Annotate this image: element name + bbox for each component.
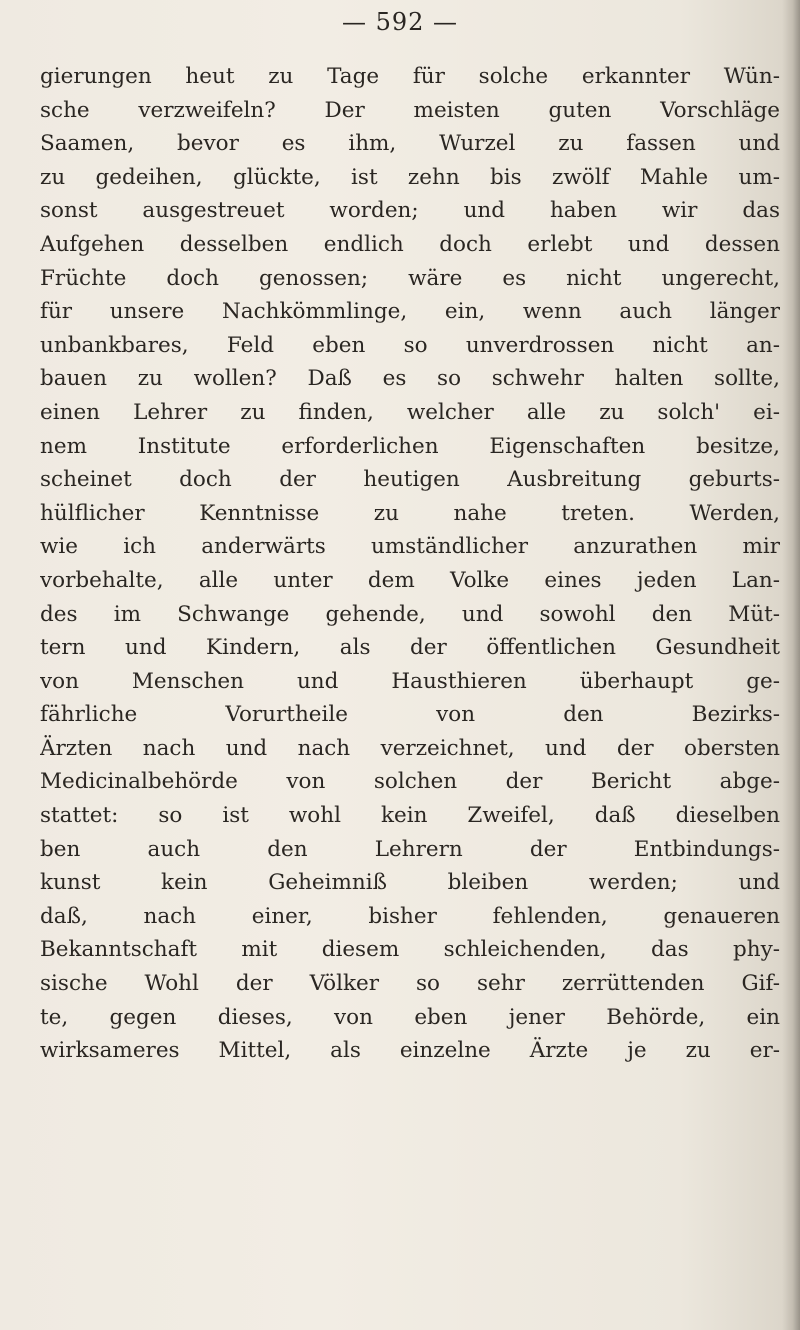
text-line: wirksameres Mittel, als einzelne Ärzte je zu er- <box>40 1038 780 1064</box>
text-line: einen Lehrer zu finden, welcher alle zu solch' ei- <box>40 399 780 425</box>
text-line: Aufgehen desselben endlich doch erlebt und dessen <box>40 231 780 257</box>
text-line: bauen zu wollen? Daß es so schwehr halten sollte, <box>40 366 780 392</box>
text-line: Bekanntschaft mit diesem schleichenden, das phy- <box>40 937 780 963</box>
text-line: sche verzweifeln? Der meisten guten Vorschläge <box>40 97 780 123</box>
text-line: tern und Kindern, als der öffentlichen Gesundheit <box>40 635 780 661</box>
text-line: Ärzten nach und nach verzeichnet, und der obersten <box>40 735 780 761</box>
text-line: Saamen, bevor es ihm, Wurzel zu fassen und <box>40 131 780 157</box>
text-line: Früchte doch genossen; wäre es nicht ungerecht, <box>40 265 780 291</box>
text-line: nem Institute erforderlichen Eigenschaften besitze, <box>40 433 780 459</box>
text-line: fährliche Vorurtheile von den Bezirks- <box>40 702 780 728</box>
text-line: sische Wohl der Völker so sehr zerrüttenden Gif- <box>40 971 780 997</box>
text-line: ben auch den Lehrern der Entbindungs- <box>40 836 780 862</box>
text-line: gierungen heut zu Tage für solche erkannter Wün- <box>40 64 780 89</box>
text-line: des im Schwange gehende, und sowohl den Müt- <box>40 601 780 627</box>
page-number: — 592 — <box>341 8 459 36</box>
text-line: sonst ausgestreuet worden; und haben wir das <box>40 198 780 224</box>
text-line: von Menschen und Hausthieren überhaupt ge- <box>40 668 780 694</box>
page-edge-shadow <box>782 0 800 1330</box>
text-line: hülflicher Kenntnisse zu nahe treten. Werden, <box>40 500 780 526</box>
text-line: kunst kein Geheimniß bleiben werden; und <box>40 870 780 896</box>
text-line: wie ich anderwärts umständlicher anzurathen mir <box>40 534 780 560</box>
text-line: Medicinalbehörde von solchen der Bericht abge- <box>40 769 780 795</box>
text-line: unbankbares, Feld eben so unverdrossen nicht an- <box>40 332 780 358</box>
text-line: scheinet doch der heutigen Ausbreitung geburts- <box>40 467 780 493</box>
text-line: vorbehalte, alle unter dem Volke eines jeden Lan- <box>40 567 780 593</box>
text-line: stattet: so ist wohl kein Zweifel, daß dieselben <box>40 803 780 829</box>
text-line: für unsere Nachkömmlinge, ein, wenn auch länger <box>40 299 780 325</box>
text-line: zu gedeihen, glückte, ist zehn bis zwölf Mahle um- <box>40 164 780 190</box>
text-line: daß, nach einer, bisher fehlenden, genaueren <box>40 903 780 929</box>
body-text <box>40 60 780 1068</box>
text-line: te, gegen dieses, von eben jener Behörde, ein <box>40 1004 780 1030</box>
